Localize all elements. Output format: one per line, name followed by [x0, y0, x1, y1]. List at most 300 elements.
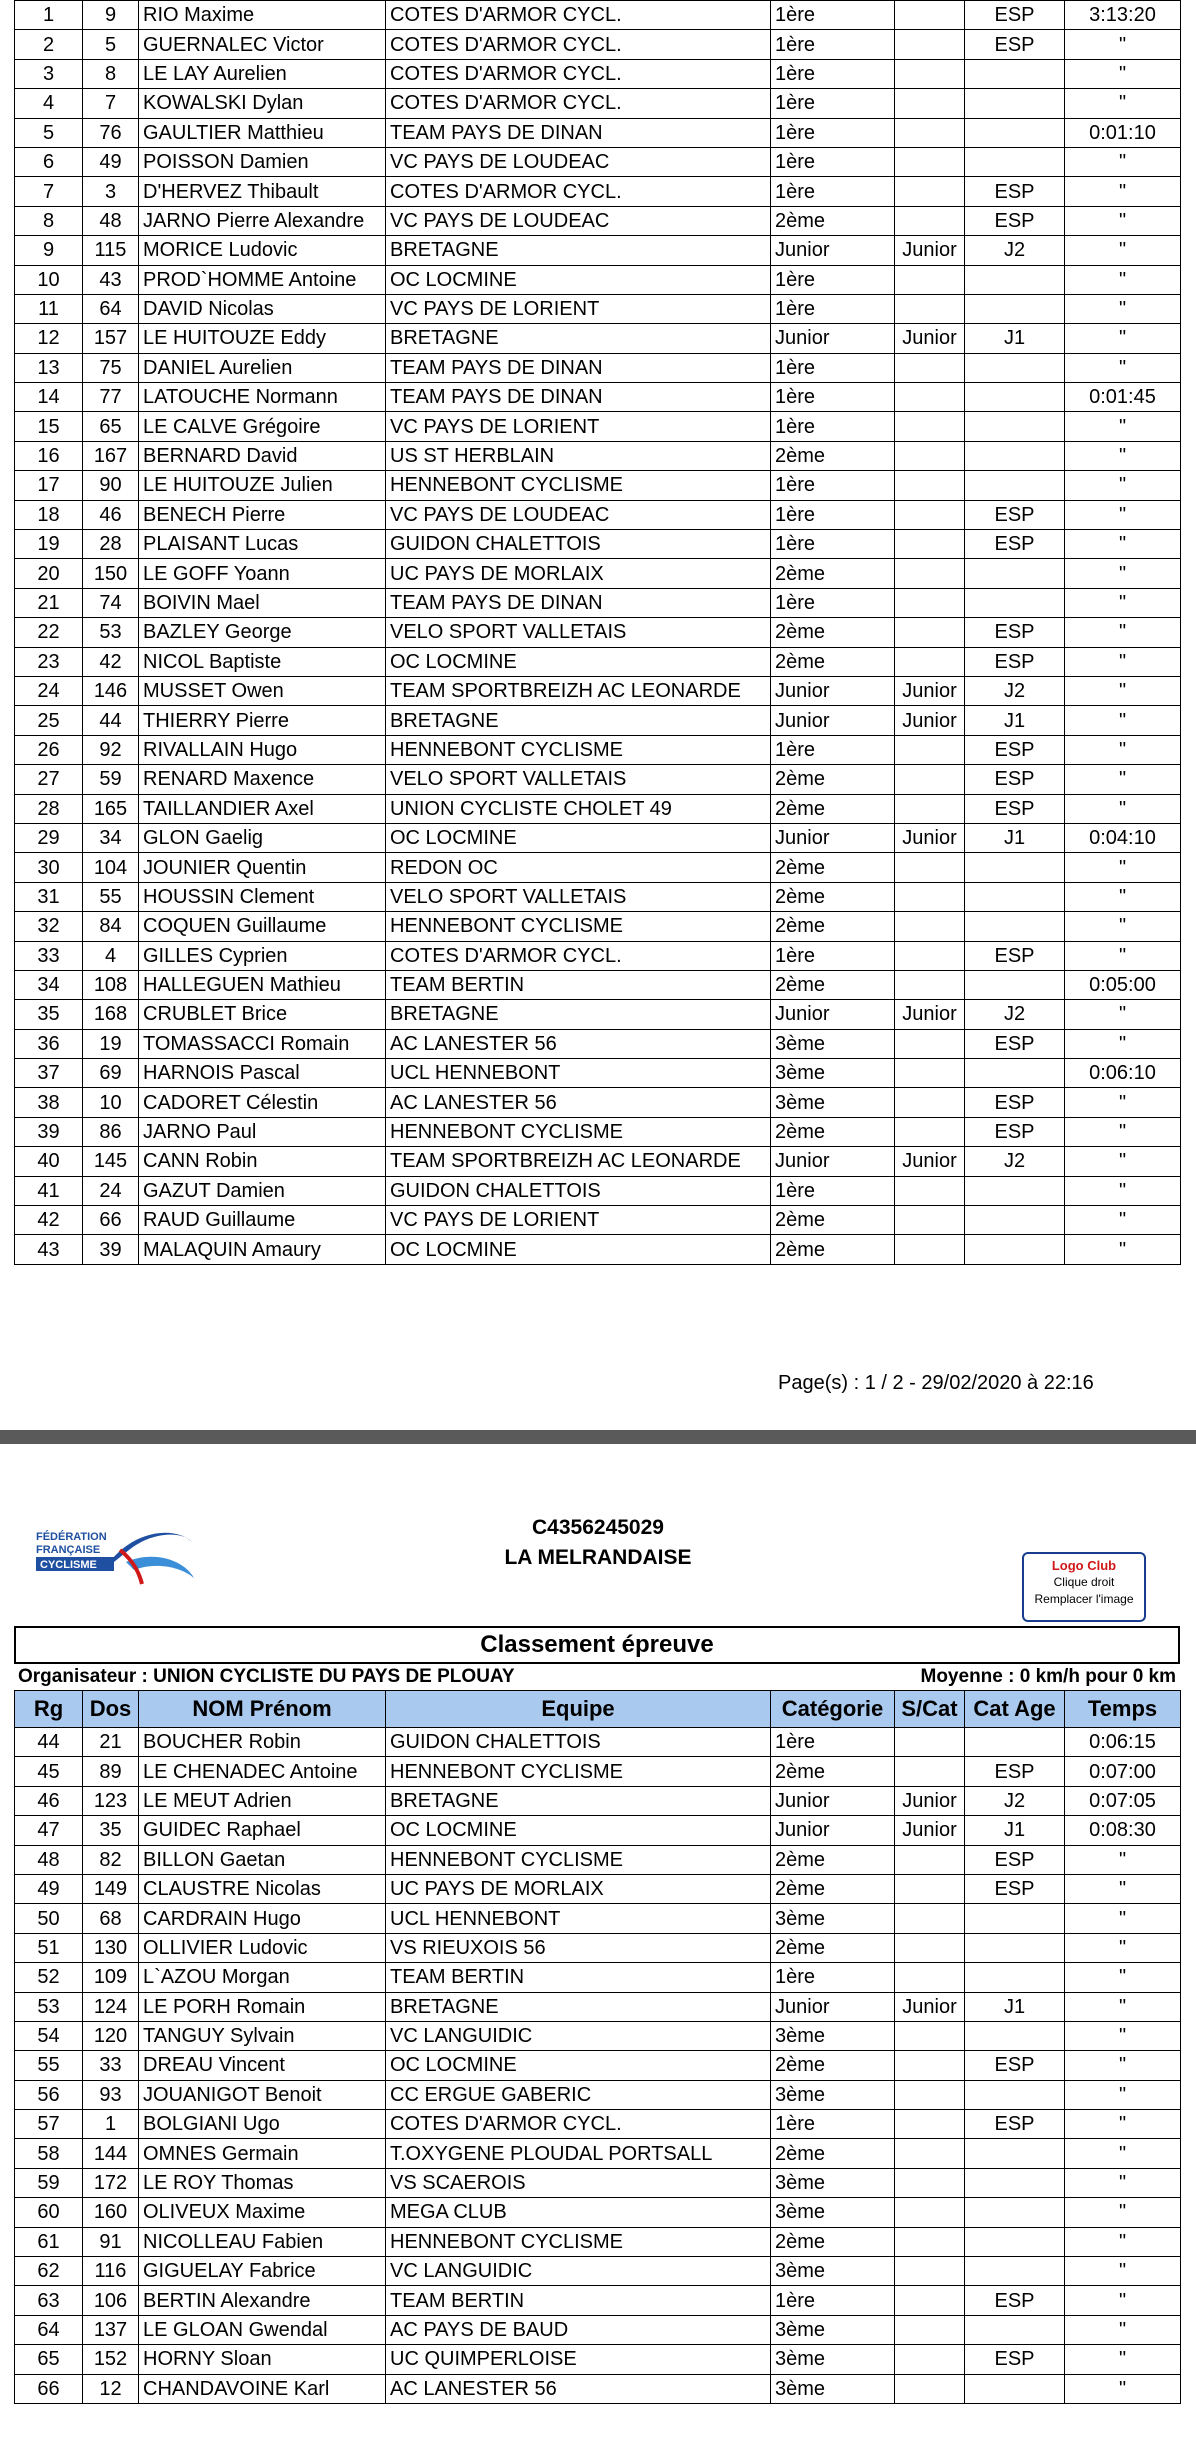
- cell-category: 2ème: [771, 1933, 895, 1962]
- cell-subcategory: [895, 147, 965, 176]
- table-row: [15, 1, 1181, 30]
- cell-team: VELO SPORT VALLETAIS: [386, 765, 771, 794]
- cell-subcategory: [895, 1, 965, 30]
- table-row: [15, 1904, 1181, 1933]
- cell-rank: 13: [15, 353, 83, 382]
- results-table-page2: [14, 1690, 1181, 2404]
- cell-bib: 68: [83, 1904, 139, 1933]
- cell-category: 3ème: [771, 2374, 895, 2403]
- cell-age-category: ESP: [965, 647, 1065, 676]
- cell-category: 3ème: [771, 2257, 895, 2286]
- cell-age-category: [965, 1206, 1065, 1235]
- cell-time: ": [1065, 1963, 1181, 1992]
- cell-rank: 50: [15, 1904, 83, 1933]
- cell-age-category: [965, 912, 1065, 941]
- cell-rank: 26: [15, 735, 83, 764]
- cell-team: OC LOCMINE: [386, 265, 771, 294]
- cell-bib: 35: [83, 1816, 139, 1845]
- table-row: [15, 89, 1181, 118]
- cell-time: ": [1065, 530, 1181, 559]
- cell-time: ": [1065, 236, 1181, 265]
- cell-bib: 168: [83, 1000, 139, 1029]
- cell-bib: 90: [83, 471, 139, 500]
- cell-rank: 52: [15, 1963, 83, 1992]
- cell-rank: 41: [15, 1176, 83, 1205]
- table-row: [15, 177, 1181, 206]
- header-row: [15, 1691, 1181, 1728]
- cell-subcategory: [895, 618, 965, 647]
- cell-age-category: [965, 294, 1065, 323]
- cell-category: 2ème: [771, 559, 895, 588]
- cell-bib: 92: [83, 735, 139, 764]
- cell-time: ": [1065, 412, 1181, 441]
- cell-category: 2ème: [771, 441, 895, 470]
- col-header-rank: Rg: [15, 1691, 83, 1728]
- cell-time: ": [1065, 2021, 1181, 2050]
- cell-category: 1ère: [771, 735, 895, 764]
- cell-age-category: ESP: [965, 1088, 1065, 1117]
- cell-category: 2ème: [771, 1117, 895, 1146]
- cell-age-category: J2: [965, 1786, 1065, 1815]
- cell-bib: 106: [83, 2286, 139, 2315]
- cell-age-category: J2: [965, 1147, 1065, 1176]
- cell-rank: 36: [15, 1029, 83, 1058]
- cell-team: TEAM PAYS DE DINAN: [386, 353, 771, 382]
- cell-age-category: [965, 1963, 1065, 1992]
- cell-team: BRETAGNE: [386, 706, 771, 735]
- cell-category: 1ère: [771, 265, 895, 294]
- cell-team: VC PAYS DE LORIENT: [386, 412, 771, 441]
- cell-age-category: [965, 1933, 1065, 1962]
- cell-subcategory: [895, 2168, 965, 2197]
- cell-team: OC LOCMINE: [386, 823, 771, 852]
- cell-age-category: [965, 89, 1065, 118]
- cell-name: GILLES Cyprien: [139, 941, 386, 970]
- cell-category: 1ère: [771, 1963, 895, 1992]
- cell-bib: 77: [83, 383, 139, 412]
- cell-time: ": [1065, 559, 1181, 588]
- average-speed: Moyenne : 0 km/h pour 0 km: [920, 1666, 1176, 1687]
- cell-age-category: J1: [965, 706, 1065, 735]
- cell-bib: 1: [83, 2110, 139, 2139]
- table-row: [15, 1059, 1181, 1088]
- cell-name: NICOLLEAU Fabien: [139, 2227, 386, 2256]
- cell-subcategory: [895, 530, 965, 559]
- cell-time: ": [1065, 2110, 1181, 2139]
- cell-rank: 45: [15, 1757, 83, 1786]
- cell-team: HENNEBONT CYCLISME: [386, 912, 771, 941]
- cell-name: DAVID Nicolas: [139, 294, 386, 323]
- cell-age-category: ESP: [965, 1874, 1065, 1903]
- cell-category: 3ème: [771, 2315, 895, 2344]
- cell-subcategory: Junior: [895, 1816, 965, 1845]
- cell-subcategory: [895, 2051, 965, 2080]
- cell-rank: 12: [15, 324, 83, 353]
- cell-name: POISSON Damien: [139, 147, 386, 176]
- cell-bib: 75: [83, 353, 139, 382]
- cell-age-category: [965, 1059, 1065, 1088]
- cell-category: 3ème: [771, 2198, 895, 2227]
- cell-age-category: ESP: [965, 1117, 1065, 1146]
- cell-name: L`AZOU Morgan: [139, 1963, 386, 1992]
- cell-name: GIGUELAY Fabrice: [139, 2257, 386, 2286]
- cell-time: ": [1065, 2168, 1181, 2197]
- cell-bib: 91: [83, 2227, 139, 2256]
- cell-time: ": [1065, 1235, 1181, 1264]
- cell-rank: 35: [15, 1000, 83, 1029]
- cell-bib: 146: [83, 676, 139, 705]
- cell-team: VC PAYS DE LOUDEAC: [386, 206, 771, 235]
- page-divider: [0, 1430, 1196, 1444]
- cell-rank: 57: [15, 2110, 83, 2139]
- cell-team: TEAM PAYS DE DINAN: [386, 383, 771, 412]
- cell-age-category: ESP: [965, 2051, 1065, 2080]
- cell-time: ": [1065, 2198, 1181, 2227]
- col-header-bib: Dos: [83, 1691, 139, 1728]
- cell-age-category: J2: [965, 1000, 1065, 1029]
- cell-subcategory: [895, 1933, 965, 1962]
- table-row: [15, 853, 1181, 882]
- cell-time: ": [1065, 676, 1181, 705]
- cell-category: Junior: [771, 1992, 895, 2021]
- cell-team: AC PAYS DE BAUD: [386, 2315, 771, 2344]
- cell-bib: 86: [83, 1117, 139, 1146]
- cell-age-category: [965, 265, 1065, 294]
- cell-team: HENNEBONT CYCLISME: [386, 2227, 771, 2256]
- cell-time: ": [1065, 30, 1181, 59]
- table-row: [15, 706, 1181, 735]
- cell-name: LE LAY Aurelien: [139, 59, 386, 88]
- cell-time: ": [1065, 1933, 1181, 1962]
- ffc-logo-line3: CYCLISME: [40, 1559, 97, 1571]
- cell-time: ": [1065, 853, 1181, 882]
- cell-team: VS RIEUXOIS 56: [386, 1933, 771, 1962]
- cell-bib: 5: [83, 30, 139, 59]
- cell-name: BENECH Pierre: [139, 500, 386, 529]
- table-row: [15, 471, 1181, 500]
- cell-time: ": [1065, 647, 1181, 676]
- cell-rank: 16: [15, 441, 83, 470]
- cell-name: HOUSSIN Clement: [139, 882, 386, 911]
- cell-category: 2ème: [771, 1845, 895, 1874]
- cell-rank: 30: [15, 853, 83, 882]
- cell-time: 0:04:10: [1065, 823, 1181, 852]
- cell-category: 1ère: [771, 118, 895, 147]
- table-row: [15, 794, 1181, 823]
- cell-subcategory: [895, 118, 965, 147]
- cell-time: ": [1065, 941, 1181, 970]
- cell-category: 1ère: [771, 588, 895, 617]
- col-header-category: Catégorie: [771, 1691, 895, 1728]
- cell-team: OC LOCMINE: [386, 1816, 771, 1845]
- cell-time: ": [1065, 147, 1181, 176]
- cell-bib: 115: [83, 236, 139, 265]
- cell-time: ": [1065, 2345, 1181, 2374]
- cell-team: US ST HERBLAIN: [386, 441, 771, 470]
- cell-team: VC PAYS DE LOUDEAC: [386, 500, 771, 529]
- cell-rank: 1: [15, 1, 83, 30]
- cell-bib: 137: [83, 2315, 139, 2344]
- cell-time: ": [1065, 1117, 1181, 1146]
- cell-subcategory: [895, 1088, 965, 1117]
- cell-rank: 44: [15, 1728, 83, 1757]
- club-logo-hint1: Clique droit: [1053, 1575, 1115, 1589]
- table-row: [15, 2227, 1181, 2256]
- cell-subcategory: [895, 59, 965, 88]
- cell-time: ": [1065, 324, 1181, 353]
- table-row: [15, 294, 1181, 323]
- cell-name: GAULTIER Matthieu: [139, 118, 386, 147]
- cell-name: MALAQUIN Amaury: [139, 1235, 386, 1264]
- table-row: [15, 1933, 1181, 1962]
- table-row: [15, 1786, 1181, 1815]
- cell-subcategory: [895, 794, 965, 823]
- cell-time: 3:13:20: [1065, 1, 1181, 30]
- cell-age-category: [965, 853, 1065, 882]
- cell-name: LATOUCHE Normann: [139, 383, 386, 412]
- cell-name: RAUD Guillaume: [139, 1206, 386, 1235]
- table-row: [15, 823, 1181, 852]
- table-row: [15, 530, 1181, 559]
- cell-rank: 61: [15, 2227, 83, 2256]
- table-row: [15, 1235, 1181, 1264]
- cell-team: UNION CYCLISTE CHOLET 49: [386, 794, 771, 823]
- cell-subcategory: [895, 2345, 965, 2374]
- cell-subcategory: [895, 177, 965, 206]
- cell-age-category: J2: [965, 676, 1065, 705]
- table-row: [15, 676, 1181, 705]
- cell-team: BRETAGNE: [386, 324, 771, 353]
- cell-bib: 48: [83, 206, 139, 235]
- cell-age-category: ESP: [965, 500, 1065, 529]
- cell-subcategory: [895, 912, 965, 941]
- cell-subcategory: [895, 2374, 965, 2403]
- cell-age-category: [965, 1235, 1065, 1264]
- cell-category: 3ème: [771, 1029, 895, 1058]
- cell-category: 2ème: [771, 618, 895, 647]
- cell-subcategory: [895, 412, 965, 441]
- club-logo-placeholder: [1022, 1552, 1146, 1622]
- cell-time: ": [1065, 2139, 1181, 2168]
- table-row: [15, 647, 1181, 676]
- cell-rank: 37: [15, 1059, 83, 1088]
- table-row: [15, 1176, 1181, 1205]
- cell-age-category: [965, 118, 1065, 147]
- cell-team: UCL HENNEBONT: [386, 1904, 771, 1933]
- cell-rank: 4: [15, 89, 83, 118]
- cell-name: BOIVIN Mael: [139, 588, 386, 617]
- cell-name: LE MEUT Adrien: [139, 1786, 386, 1815]
- cell-age-category: ESP: [965, 1029, 1065, 1058]
- cell-rank: 54: [15, 2021, 83, 2050]
- ffc-logo-line1: FÉDÉRATION: [36, 1531, 107, 1543]
- cell-age-category: J1: [965, 823, 1065, 852]
- table-row: [15, 2374, 1181, 2403]
- cell-team: COTES D'ARMOR CYCL.: [386, 89, 771, 118]
- cell-team: TEAM PAYS DE DINAN: [386, 118, 771, 147]
- cell-subcategory: [895, 2257, 965, 2286]
- cell-rank: 46: [15, 1786, 83, 1815]
- cell-category: Junior: [771, 1000, 895, 1029]
- cell-name: NICOL Baptiste: [139, 647, 386, 676]
- cell-name: OLLIVIER Ludovic: [139, 1933, 386, 1962]
- cell-category: Junior: [771, 1147, 895, 1176]
- cell-team: UC PAYS DE MORLAIX: [386, 1874, 771, 1903]
- cell-subcategory: [895, 1845, 965, 1874]
- table-row: [15, 500, 1181, 529]
- cell-name: TOMASSACCI Romain: [139, 1029, 386, 1058]
- cell-rank: 11: [15, 294, 83, 323]
- cell-name: RENARD Maxence: [139, 765, 386, 794]
- cell-subcategory: [895, 2227, 965, 2256]
- cell-subcategory: Junior: [895, 1786, 965, 1815]
- cell-age-category: [965, 2021, 1065, 2050]
- cell-age-category: [965, 471, 1065, 500]
- cell-name: LE GOFF Yoann: [139, 559, 386, 588]
- cell-team: VELO SPORT VALLETAIS: [386, 618, 771, 647]
- cell-age-category: [965, 1176, 1065, 1205]
- cell-team: HENNEBONT CYCLISME: [386, 1117, 771, 1146]
- cell-category: Junior: [771, 1786, 895, 1815]
- cell-rank: 8: [15, 206, 83, 235]
- cell-team: BRETAGNE: [386, 1000, 771, 1029]
- cell-time: ": [1065, 765, 1181, 794]
- table-row: [15, 765, 1181, 794]
- col-header-name: NOM Prénom: [139, 1691, 386, 1728]
- cell-rank: 19: [15, 530, 83, 559]
- cell-rank: 51: [15, 1933, 83, 1962]
- cell-bib: 165: [83, 794, 139, 823]
- table-row: [15, 1816, 1181, 1845]
- table-row: [15, 1874, 1181, 1903]
- cell-age-category: ESP: [965, 618, 1065, 647]
- cell-age-category: ESP: [965, 1845, 1065, 1874]
- cell-team: COTES D'ARMOR CYCL.: [386, 30, 771, 59]
- cell-category: 1ère: [771, 941, 895, 970]
- cell-time: ": [1065, 2286, 1181, 2315]
- cell-time: ": [1065, 59, 1181, 88]
- cell-bib: 7: [83, 89, 139, 118]
- cell-team: COTES D'ARMOR CYCL.: [386, 59, 771, 88]
- cell-category: Junior: [771, 1816, 895, 1845]
- cell-subcategory: [895, 2021, 965, 2050]
- table-row: [15, 59, 1181, 88]
- cell-name: LE ROY Thomas: [139, 2168, 386, 2197]
- cell-bib: 43: [83, 265, 139, 294]
- cell-age-category: [965, 2139, 1065, 2168]
- cell-time: ": [1065, 794, 1181, 823]
- cell-name: BERTIN Alexandre: [139, 2286, 386, 2315]
- cell-team: OC LOCMINE: [386, 1235, 771, 1264]
- table-row: [15, 412, 1181, 441]
- cell-bib: 82: [83, 1845, 139, 1874]
- cell-category: 1ère: [771, 1176, 895, 1205]
- cell-name: THIERRY Pierre: [139, 706, 386, 735]
- cell-category: Junior: [771, 706, 895, 735]
- table-row: [15, 236, 1181, 265]
- cell-bib: 76: [83, 118, 139, 147]
- cell-subcategory: [895, 1235, 965, 1264]
- cell-name: PLAISANT Lucas: [139, 530, 386, 559]
- cell-category: Junior: [771, 236, 895, 265]
- table-row: [15, 30, 1181, 59]
- cell-name: CHANDAVOINE Karl: [139, 2374, 386, 2403]
- cell-age-category: ESP: [965, 941, 1065, 970]
- cell-subcategory: Junior: [895, 823, 965, 852]
- cell-category: 1ère: [771, 147, 895, 176]
- cell-team: TEAM BERTIN: [386, 2286, 771, 2315]
- cell-age-category: [965, 2198, 1065, 2227]
- table-row: [15, 2021, 1181, 2050]
- table-row: [15, 1147, 1181, 1176]
- table-row: [15, 588, 1181, 617]
- cell-team: HENNEBONT CYCLISME: [386, 735, 771, 764]
- cell-team: COTES D'ARMOR CYCL.: [386, 1, 771, 30]
- cell-rank: 43: [15, 1235, 83, 1264]
- cell-category: 1ère: [771, 177, 895, 206]
- cell-bib: 10: [83, 1088, 139, 1117]
- cell-subcategory: [895, 1176, 965, 1205]
- race-name: LA MELRANDAISE: [504, 1546, 692, 1569]
- cell-rank: 55: [15, 2051, 83, 2080]
- table-row: [15, 2345, 1181, 2374]
- cell-time: ": [1065, 353, 1181, 382]
- cell-team: HENNEBONT CYCLISME: [386, 471, 771, 500]
- cell-name: BAZLEY George: [139, 618, 386, 647]
- cell-name: CRUBLET Brice: [139, 1000, 386, 1029]
- cell-name: CLAUSTRE Nicolas: [139, 1874, 386, 1903]
- cell-team: AC LANESTER 56: [386, 1029, 771, 1058]
- cell-time: ": [1065, 588, 1181, 617]
- cell-category: 1ère: [771, 500, 895, 529]
- cell-age-category: ESP: [965, 2345, 1065, 2374]
- cell-age-category: J1: [965, 1992, 1065, 2021]
- cell-time: ": [1065, 500, 1181, 529]
- cell-bib: 74: [83, 588, 139, 617]
- cell-name: DANIEL Aurelien: [139, 353, 386, 382]
- cell-rank: 62: [15, 2257, 83, 2286]
- cell-name: JOUANIGOT Benoit: [139, 2080, 386, 2109]
- cell-time: ": [1065, 206, 1181, 235]
- table-row: [15, 1757, 1181, 1786]
- cell-category: 2ème: [771, 765, 895, 794]
- cell-team: OC LOCMINE: [386, 647, 771, 676]
- cell-subcategory: [895, 765, 965, 794]
- cell-rank: 47: [15, 1816, 83, 1845]
- cell-bib: 49: [83, 147, 139, 176]
- cell-category: 1ère: [771, 471, 895, 500]
- cell-team: TEAM BERTIN: [386, 1963, 771, 1992]
- cell-bib: 24: [83, 1176, 139, 1205]
- cell-age-category: [965, 147, 1065, 176]
- cell-bib: 149: [83, 1874, 139, 1903]
- cell-name: GAZUT Damien: [139, 1176, 386, 1205]
- cell-time: ": [1065, 1088, 1181, 1117]
- cell-time: 0:06:15: [1065, 1728, 1181, 1757]
- cell-rank: 28: [15, 794, 83, 823]
- table-row: [15, 735, 1181, 764]
- cell-subcategory: Junior: [895, 1000, 965, 1029]
- cell-subcategory: [895, 89, 965, 118]
- cell-time: 0:05:00: [1065, 970, 1181, 999]
- cell-subcategory: [895, 2139, 965, 2168]
- cell-subcategory: [895, 1117, 965, 1146]
- cell-category: 2ème: [771, 882, 895, 911]
- cell-subcategory: [895, 735, 965, 764]
- cell-bib: 145: [83, 1147, 139, 1176]
- cell-time: 0:07:05: [1065, 1786, 1181, 1815]
- ranking-title: Classement épreuve: [14, 1626, 1180, 1664]
